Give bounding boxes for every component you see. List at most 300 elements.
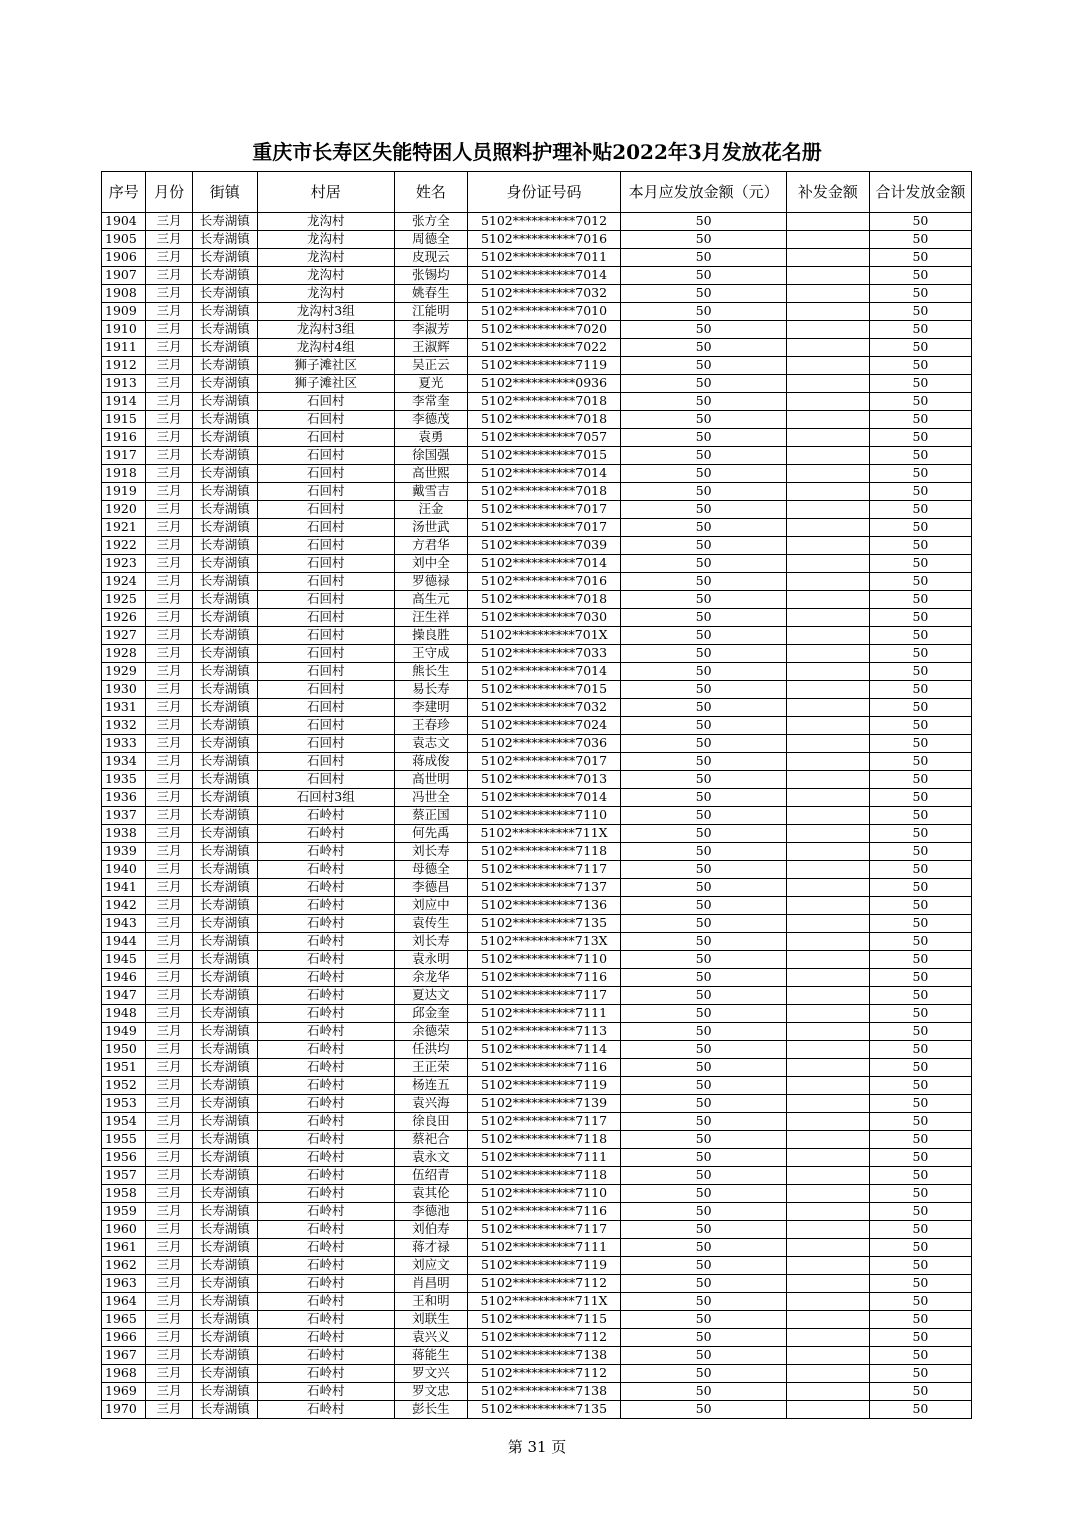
cell-town: 长寿湖镇 xyxy=(192,339,257,357)
cell-seq: 1932 xyxy=(102,717,146,735)
cell-monthly-amount: 50 xyxy=(621,681,787,699)
cell-backpay-amount xyxy=(787,969,870,987)
cell-seq: 1905 xyxy=(102,231,146,249)
cell-town: 长寿湖镇 xyxy=(192,555,257,573)
cell-seq: 1921 xyxy=(102,519,146,537)
cell-month: 三月 xyxy=(146,483,192,501)
cell-name: 方君华 xyxy=(394,537,467,555)
cell-monthly-amount: 50 xyxy=(621,915,787,933)
table-row xyxy=(102,789,972,807)
cell-backpay-amount xyxy=(787,717,870,735)
cell-monthly-amount: 50 xyxy=(621,1401,787,1419)
cell-id-number: 5102**********7036 xyxy=(467,735,621,753)
cell-name: 汪生祥 xyxy=(394,609,467,627)
cell-total-amount: 50 xyxy=(869,1131,971,1149)
cell-total-amount: 50 xyxy=(869,1113,971,1131)
cell-seq: 1941 xyxy=(102,879,146,897)
table-row xyxy=(102,1365,972,1383)
cell-id-number: 5102**********7014 xyxy=(467,465,621,483)
cell-backpay-amount xyxy=(787,1095,870,1113)
cell-backpay-amount xyxy=(787,1311,870,1329)
cell-total-amount: 50 xyxy=(869,1059,971,1077)
cell-backpay-amount xyxy=(787,285,870,303)
cell-seq: 1920 xyxy=(102,501,146,519)
cell-total-amount: 50 xyxy=(869,411,971,429)
cell-total-amount: 50 xyxy=(869,267,971,285)
cell-village: 石岭村 xyxy=(257,1329,394,1347)
cell-town: 长寿湖镇 xyxy=(192,861,257,879)
cell-month: 三月 xyxy=(146,339,192,357)
cell-id-number: 5102**********7018 xyxy=(467,411,621,429)
cell-name: 高世明 xyxy=(394,771,467,789)
cell-id-number: 5102**********7111 xyxy=(467,1239,621,1257)
cell-total-amount: 50 xyxy=(869,1149,971,1167)
table-row xyxy=(102,1293,972,1311)
cell-monthly-amount: 50 xyxy=(621,1077,787,1095)
cell-town: 长寿湖镇 xyxy=(192,897,257,915)
cell-name: 杨连五 xyxy=(394,1077,467,1095)
cell-backpay-amount xyxy=(787,1041,870,1059)
cell-total-amount: 50 xyxy=(869,1401,971,1419)
cell-seq: 1940 xyxy=(102,861,146,879)
table-row xyxy=(102,681,972,699)
cell-backpay-amount xyxy=(787,321,870,339)
cell-seq: 1961 xyxy=(102,1239,146,1257)
cell-id-number: 5102**********7138 xyxy=(467,1347,621,1365)
cell-monthly-amount: 50 xyxy=(621,375,787,393)
cell-name: 刘联生 xyxy=(394,1311,467,1329)
cell-name: 王淑辉 xyxy=(394,339,467,357)
cell-month: 三月 xyxy=(146,1041,192,1059)
cell-seq: 1916 xyxy=(102,429,146,447)
cell-name: 夏光 xyxy=(394,375,467,393)
table-row xyxy=(102,771,972,789)
cell-name: 戴雪吉 xyxy=(394,483,467,501)
cell-name: 蔡祀合 xyxy=(394,1131,467,1149)
cell-backpay-amount xyxy=(787,609,870,627)
cell-seq: 1951 xyxy=(102,1059,146,1077)
cell-backpay-amount xyxy=(787,1113,870,1131)
cell-village: 石岭村 xyxy=(257,1293,394,1311)
cell-id-number: 5102**********711X xyxy=(467,825,621,843)
cell-month: 三月 xyxy=(146,915,192,933)
cell-month: 三月 xyxy=(146,969,192,987)
cell-name: 何先禹 xyxy=(394,825,467,843)
cell-id-number: 5102**********7013 xyxy=(467,771,621,789)
cell-village: 石回村 xyxy=(257,699,394,717)
cell-village: 石岭村 xyxy=(257,1311,394,1329)
cell-backpay-amount xyxy=(787,645,870,663)
cell-monthly-amount: 50 xyxy=(621,321,787,339)
table-row xyxy=(102,897,972,915)
table-row xyxy=(102,951,972,969)
cell-month: 三月 xyxy=(146,465,192,483)
cell-monthly-amount: 50 xyxy=(621,1005,787,1023)
cell-total-amount: 50 xyxy=(869,1383,971,1401)
cell-town: 长寿湖镇 xyxy=(192,1311,257,1329)
cell-monthly-amount: 50 xyxy=(621,1311,787,1329)
cell-id-number: 5102**********7017 xyxy=(467,501,621,519)
cell-town: 长寿湖镇 xyxy=(192,429,257,447)
cell-village: 石回村 xyxy=(257,393,394,411)
cell-total-amount: 50 xyxy=(869,627,971,645)
header-backpay-amount: 补发金额 xyxy=(787,172,870,213)
cell-backpay-amount xyxy=(787,915,870,933)
table-row xyxy=(102,1077,972,1095)
cell-seq: 1907 xyxy=(102,267,146,285)
cell-seq: 1938 xyxy=(102,825,146,843)
cell-name: 王正荣 xyxy=(394,1059,467,1077)
cell-town: 长寿湖镇 xyxy=(192,303,257,321)
table-row xyxy=(102,879,972,897)
cell-town: 长寿湖镇 xyxy=(192,213,257,231)
cell-town: 长寿湖镇 xyxy=(192,735,257,753)
cell-total-amount: 50 xyxy=(869,429,971,447)
cell-monthly-amount: 50 xyxy=(621,231,787,249)
cell-backpay-amount xyxy=(787,411,870,429)
cell-monthly-amount: 50 xyxy=(621,573,787,591)
table-row xyxy=(102,915,972,933)
cell-monthly-amount: 50 xyxy=(621,699,787,717)
cell-name: 王守成 xyxy=(394,645,467,663)
cell-monthly-amount: 50 xyxy=(621,753,787,771)
cell-backpay-amount xyxy=(787,807,870,825)
cell-month: 三月 xyxy=(146,771,192,789)
table-row xyxy=(102,1113,972,1131)
cell-name: 罗文忠 xyxy=(394,1383,467,1401)
cell-monthly-amount: 50 xyxy=(621,843,787,861)
cell-backpay-amount xyxy=(787,429,870,447)
cell-town: 长寿湖镇 xyxy=(192,285,257,303)
cell-total-amount: 50 xyxy=(869,339,971,357)
cell-seq: 1953 xyxy=(102,1095,146,1113)
cell-id-number: 5102**********7114 xyxy=(467,1041,621,1059)
cell-total-amount: 50 xyxy=(869,573,971,591)
cell-seq: 1926 xyxy=(102,609,146,627)
cell-town: 长寿湖镇 xyxy=(192,447,257,465)
cell-month: 三月 xyxy=(146,375,192,393)
cell-town: 长寿湖镇 xyxy=(192,1131,257,1149)
table-row xyxy=(102,1401,972,1419)
cell-monthly-amount: 50 xyxy=(621,897,787,915)
cell-village: 石岭村 xyxy=(257,897,394,915)
cell-backpay-amount xyxy=(787,753,870,771)
cell-month: 三月 xyxy=(146,789,192,807)
header-name: 姓名 xyxy=(394,172,467,213)
cell-id-number: 5102**********7033 xyxy=(467,645,621,663)
cell-monthly-amount: 50 xyxy=(621,465,787,483)
cell-name: 汪金 xyxy=(394,501,467,519)
cell-name: 李淑芳 xyxy=(394,321,467,339)
table-row xyxy=(102,357,972,375)
cell-id-number: 5102**********7112 xyxy=(467,1329,621,1347)
cell-month: 三月 xyxy=(146,393,192,411)
cell-backpay-amount xyxy=(787,573,870,591)
cell-total-amount: 50 xyxy=(869,1257,971,1275)
cell-backpay-amount xyxy=(787,213,870,231)
cell-total-amount: 50 xyxy=(869,1185,971,1203)
cell-backpay-amount xyxy=(787,879,870,897)
cell-total-amount: 50 xyxy=(869,465,971,483)
cell-village: 石回村 xyxy=(257,663,394,681)
table-row xyxy=(102,699,972,717)
cell-name: 王和明 xyxy=(394,1293,467,1311)
table-row xyxy=(102,411,972,429)
cell-total-amount: 50 xyxy=(869,519,971,537)
cell-backpay-amount xyxy=(787,1347,870,1365)
cell-name: 徐良田 xyxy=(394,1113,467,1131)
cell-town: 长寿湖镇 xyxy=(192,969,257,987)
cell-total-amount: 50 xyxy=(869,753,971,771)
cell-backpay-amount xyxy=(787,1221,870,1239)
cell-village: 石岭村 xyxy=(257,1131,394,1149)
cell-town: 长寿湖镇 xyxy=(192,1005,257,1023)
cell-village: 石岭村 xyxy=(257,1185,394,1203)
cell-month: 三月 xyxy=(146,735,192,753)
cell-seq: 1943 xyxy=(102,915,146,933)
cell-town: 长寿湖镇 xyxy=(192,807,257,825)
table-body xyxy=(102,213,972,1419)
cell-monthly-amount: 50 xyxy=(621,1185,787,1203)
cell-village: 石岭村 xyxy=(257,1059,394,1077)
cell-village: 石岭村 xyxy=(257,1113,394,1131)
cell-total-amount: 50 xyxy=(869,933,971,951)
table-row xyxy=(102,555,972,573)
cell-backpay-amount xyxy=(787,1131,870,1149)
cell-seq: 1965 xyxy=(102,1311,146,1329)
cell-name: 余龙华 xyxy=(394,969,467,987)
cell-monthly-amount: 50 xyxy=(621,447,787,465)
cell-id-number: 5102**********7119 xyxy=(467,1257,621,1275)
table-row xyxy=(102,303,972,321)
cell-monthly-amount: 50 xyxy=(621,1059,787,1077)
cell-town: 长寿湖镇 xyxy=(192,1365,257,1383)
cell-village: 石岭村 xyxy=(257,1275,394,1293)
cell-total-amount: 50 xyxy=(869,1005,971,1023)
cell-town: 长寿湖镇 xyxy=(192,1239,257,1257)
cell-seq: 1908 xyxy=(102,285,146,303)
cell-village: 石回村 xyxy=(257,483,394,501)
cell-month: 三月 xyxy=(146,1005,192,1023)
cell-total-amount: 50 xyxy=(869,537,971,555)
cell-total-amount: 50 xyxy=(869,1275,971,1293)
cell-month: 三月 xyxy=(146,213,192,231)
cell-monthly-amount: 50 xyxy=(621,483,787,501)
cell-town: 长寿湖镇 xyxy=(192,1275,257,1293)
cell-seq: 1949 xyxy=(102,1023,146,1041)
cell-backpay-amount xyxy=(787,843,870,861)
cell-id-number: 5102**********7022 xyxy=(467,339,621,357)
cell-id-number: 5102**********7116 xyxy=(467,1059,621,1077)
cell-id-number: 5102**********7116 xyxy=(467,969,621,987)
cell-seq: 1958 xyxy=(102,1185,146,1203)
cell-backpay-amount xyxy=(787,1257,870,1275)
cell-month: 三月 xyxy=(146,627,192,645)
cell-town: 长寿湖镇 xyxy=(192,663,257,681)
table-row xyxy=(102,447,972,465)
table-row xyxy=(102,573,972,591)
cell-month: 三月 xyxy=(146,1239,192,1257)
cell-monthly-amount: 50 xyxy=(621,1167,787,1185)
cell-month: 三月 xyxy=(146,519,192,537)
cell-monthly-amount: 50 xyxy=(621,591,787,609)
cell-month: 三月 xyxy=(146,411,192,429)
cell-seq: 1913 xyxy=(102,375,146,393)
cell-month: 三月 xyxy=(146,1149,192,1167)
cell-id-number: 5102**********7139 xyxy=(467,1095,621,1113)
cell-name: 肖昌明 xyxy=(394,1275,467,1293)
cell-month: 三月 xyxy=(146,1131,192,1149)
cell-name: 任洪均 xyxy=(394,1041,467,1059)
cell-total-amount: 50 xyxy=(869,843,971,861)
cell-total-amount: 50 xyxy=(869,969,971,987)
cell-seq: 1906 xyxy=(102,249,146,267)
cell-town: 长寿湖镇 xyxy=(192,591,257,609)
cell-month: 三月 xyxy=(146,1275,192,1293)
cell-seq: 1963 xyxy=(102,1275,146,1293)
cell-total-amount: 50 xyxy=(869,879,971,897)
header-village: 村居 xyxy=(257,172,394,213)
cell-name: 操良胜 xyxy=(394,627,467,645)
cell-id-number: 5102**********7018 xyxy=(467,393,621,411)
cell-id-number: 5102**********701X xyxy=(467,627,621,645)
cell-month: 三月 xyxy=(146,267,192,285)
cell-name: 熊长生 xyxy=(394,663,467,681)
cell-month: 三月 xyxy=(146,1293,192,1311)
cell-seq: 1929 xyxy=(102,663,146,681)
cell-total-amount: 50 xyxy=(869,897,971,915)
cell-town: 长寿湖镇 xyxy=(192,249,257,267)
cell-backpay-amount xyxy=(787,1005,870,1023)
cell-total-amount: 50 xyxy=(869,717,971,735)
cell-monthly-amount: 50 xyxy=(621,1329,787,1347)
cell-village: 石岭村 xyxy=(257,843,394,861)
cell-name: 罗德禄 xyxy=(394,573,467,591)
cell-month: 三月 xyxy=(146,825,192,843)
cell-village: 石回村3组 xyxy=(257,789,394,807)
cell-id-number: 5102**********7015 xyxy=(467,681,621,699)
table-row xyxy=(102,1329,972,1347)
cell-month: 三月 xyxy=(146,591,192,609)
cell-town: 长寿湖镇 xyxy=(192,519,257,537)
cell-town: 长寿湖镇 xyxy=(192,843,257,861)
cell-town: 长寿湖镇 xyxy=(192,1185,257,1203)
cell-village: 石岭村 xyxy=(257,1005,394,1023)
table-row xyxy=(102,843,972,861)
cell-total-amount: 50 xyxy=(869,807,971,825)
cell-town: 长寿湖镇 xyxy=(192,1347,257,1365)
table-row xyxy=(102,969,972,987)
table-row xyxy=(102,537,972,555)
cell-month: 三月 xyxy=(146,699,192,717)
cell-monthly-amount: 50 xyxy=(621,735,787,753)
cell-month: 三月 xyxy=(146,1113,192,1131)
cell-town: 长寿湖镇 xyxy=(192,1329,257,1347)
cell-backpay-amount xyxy=(787,735,870,753)
cell-monthly-amount: 50 xyxy=(621,339,787,357)
cell-id-number: 5102**********7111 xyxy=(467,1005,621,1023)
cell-seq: 1957 xyxy=(102,1167,146,1185)
cell-monthly-amount: 50 xyxy=(621,429,787,447)
cell-total-amount: 50 xyxy=(869,663,971,681)
cell-total-amount: 50 xyxy=(869,1221,971,1239)
cell-name: 袁其伦 xyxy=(394,1185,467,1203)
table-row xyxy=(102,267,972,285)
table-row xyxy=(102,1221,972,1239)
cell-seq: 1912 xyxy=(102,357,146,375)
cell-id-number: 5102**********7032 xyxy=(467,699,621,717)
cell-monthly-amount: 50 xyxy=(621,771,787,789)
cell-id-number: 5102**********7016 xyxy=(467,573,621,591)
cell-village: 石岭村 xyxy=(257,1401,394,1419)
cell-backpay-amount xyxy=(787,1077,870,1095)
cell-village: 石岭村 xyxy=(257,1221,394,1239)
cell-seq: 1960 xyxy=(102,1221,146,1239)
cell-seq: 1947 xyxy=(102,987,146,1005)
cell-town: 长寿湖镇 xyxy=(192,537,257,555)
cell-village: 石岭村 xyxy=(257,879,394,897)
cell-town: 长寿湖镇 xyxy=(192,393,257,411)
cell-name: 袁兴义 xyxy=(394,1329,467,1347)
cell-seq: 1966 xyxy=(102,1329,146,1347)
cell-seq: 1954 xyxy=(102,1113,146,1131)
cell-village: 石岭村 xyxy=(257,1041,394,1059)
cell-month: 三月 xyxy=(146,609,192,627)
cell-month: 三月 xyxy=(146,843,192,861)
cell-town: 长寿湖镇 xyxy=(192,933,257,951)
cell-seq: 1950 xyxy=(102,1041,146,1059)
cell-total-amount: 50 xyxy=(869,501,971,519)
cell-seq: 1946 xyxy=(102,969,146,987)
cell-id-number: 5102**********7039 xyxy=(467,537,621,555)
cell-month: 三月 xyxy=(146,1023,192,1041)
cell-monthly-amount: 50 xyxy=(621,1023,787,1041)
cell-backpay-amount xyxy=(787,1023,870,1041)
cell-id-number: 5102**********7014 xyxy=(467,789,621,807)
cell-monthly-amount: 50 xyxy=(621,1383,787,1401)
cell-village: 石回村 xyxy=(257,735,394,753)
cell-id-number: 5102**********7119 xyxy=(467,1077,621,1095)
cell-name: 吴正云 xyxy=(394,357,467,375)
cell-month: 三月 xyxy=(146,1401,192,1419)
table-row xyxy=(102,1239,972,1257)
cell-town: 长寿湖镇 xyxy=(192,825,257,843)
cell-village: 石回村 xyxy=(257,537,394,555)
cell-town: 长寿湖镇 xyxy=(192,267,257,285)
document-title: 重庆市长寿区失能特困人员照料护理补贴2022年3月发放花名册 xyxy=(252,140,822,164)
cell-village: 石岭村 xyxy=(257,807,394,825)
table-row xyxy=(102,753,972,771)
cell-town: 长寿湖镇 xyxy=(192,1077,257,1095)
cell-seq: 1904 xyxy=(102,213,146,231)
cell-town: 长寿湖镇 xyxy=(192,879,257,897)
cell-seq: 1915 xyxy=(102,411,146,429)
cell-seq: 1952 xyxy=(102,1077,146,1095)
cell-name: 伍绍青 xyxy=(394,1167,467,1185)
table-row xyxy=(102,627,972,645)
table-row xyxy=(102,591,972,609)
cell-town: 长寿湖镇 xyxy=(192,1095,257,1113)
cell-monthly-amount: 50 xyxy=(621,879,787,897)
cell-town: 长寿湖镇 xyxy=(192,1167,257,1185)
cell-seq: 1944 xyxy=(102,933,146,951)
cell-total-amount: 50 xyxy=(869,951,971,969)
cell-month: 三月 xyxy=(146,1311,192,1329)
table-row xyxy=(102,393,972,411)
cell-month: 三月 xyxy=(146,285,192,303)
cell-monthly-amount: 50 xyxy=(621,1257,787,1275)
cell-total-amount: 50 xyxy=(869,1023,971,1041)
